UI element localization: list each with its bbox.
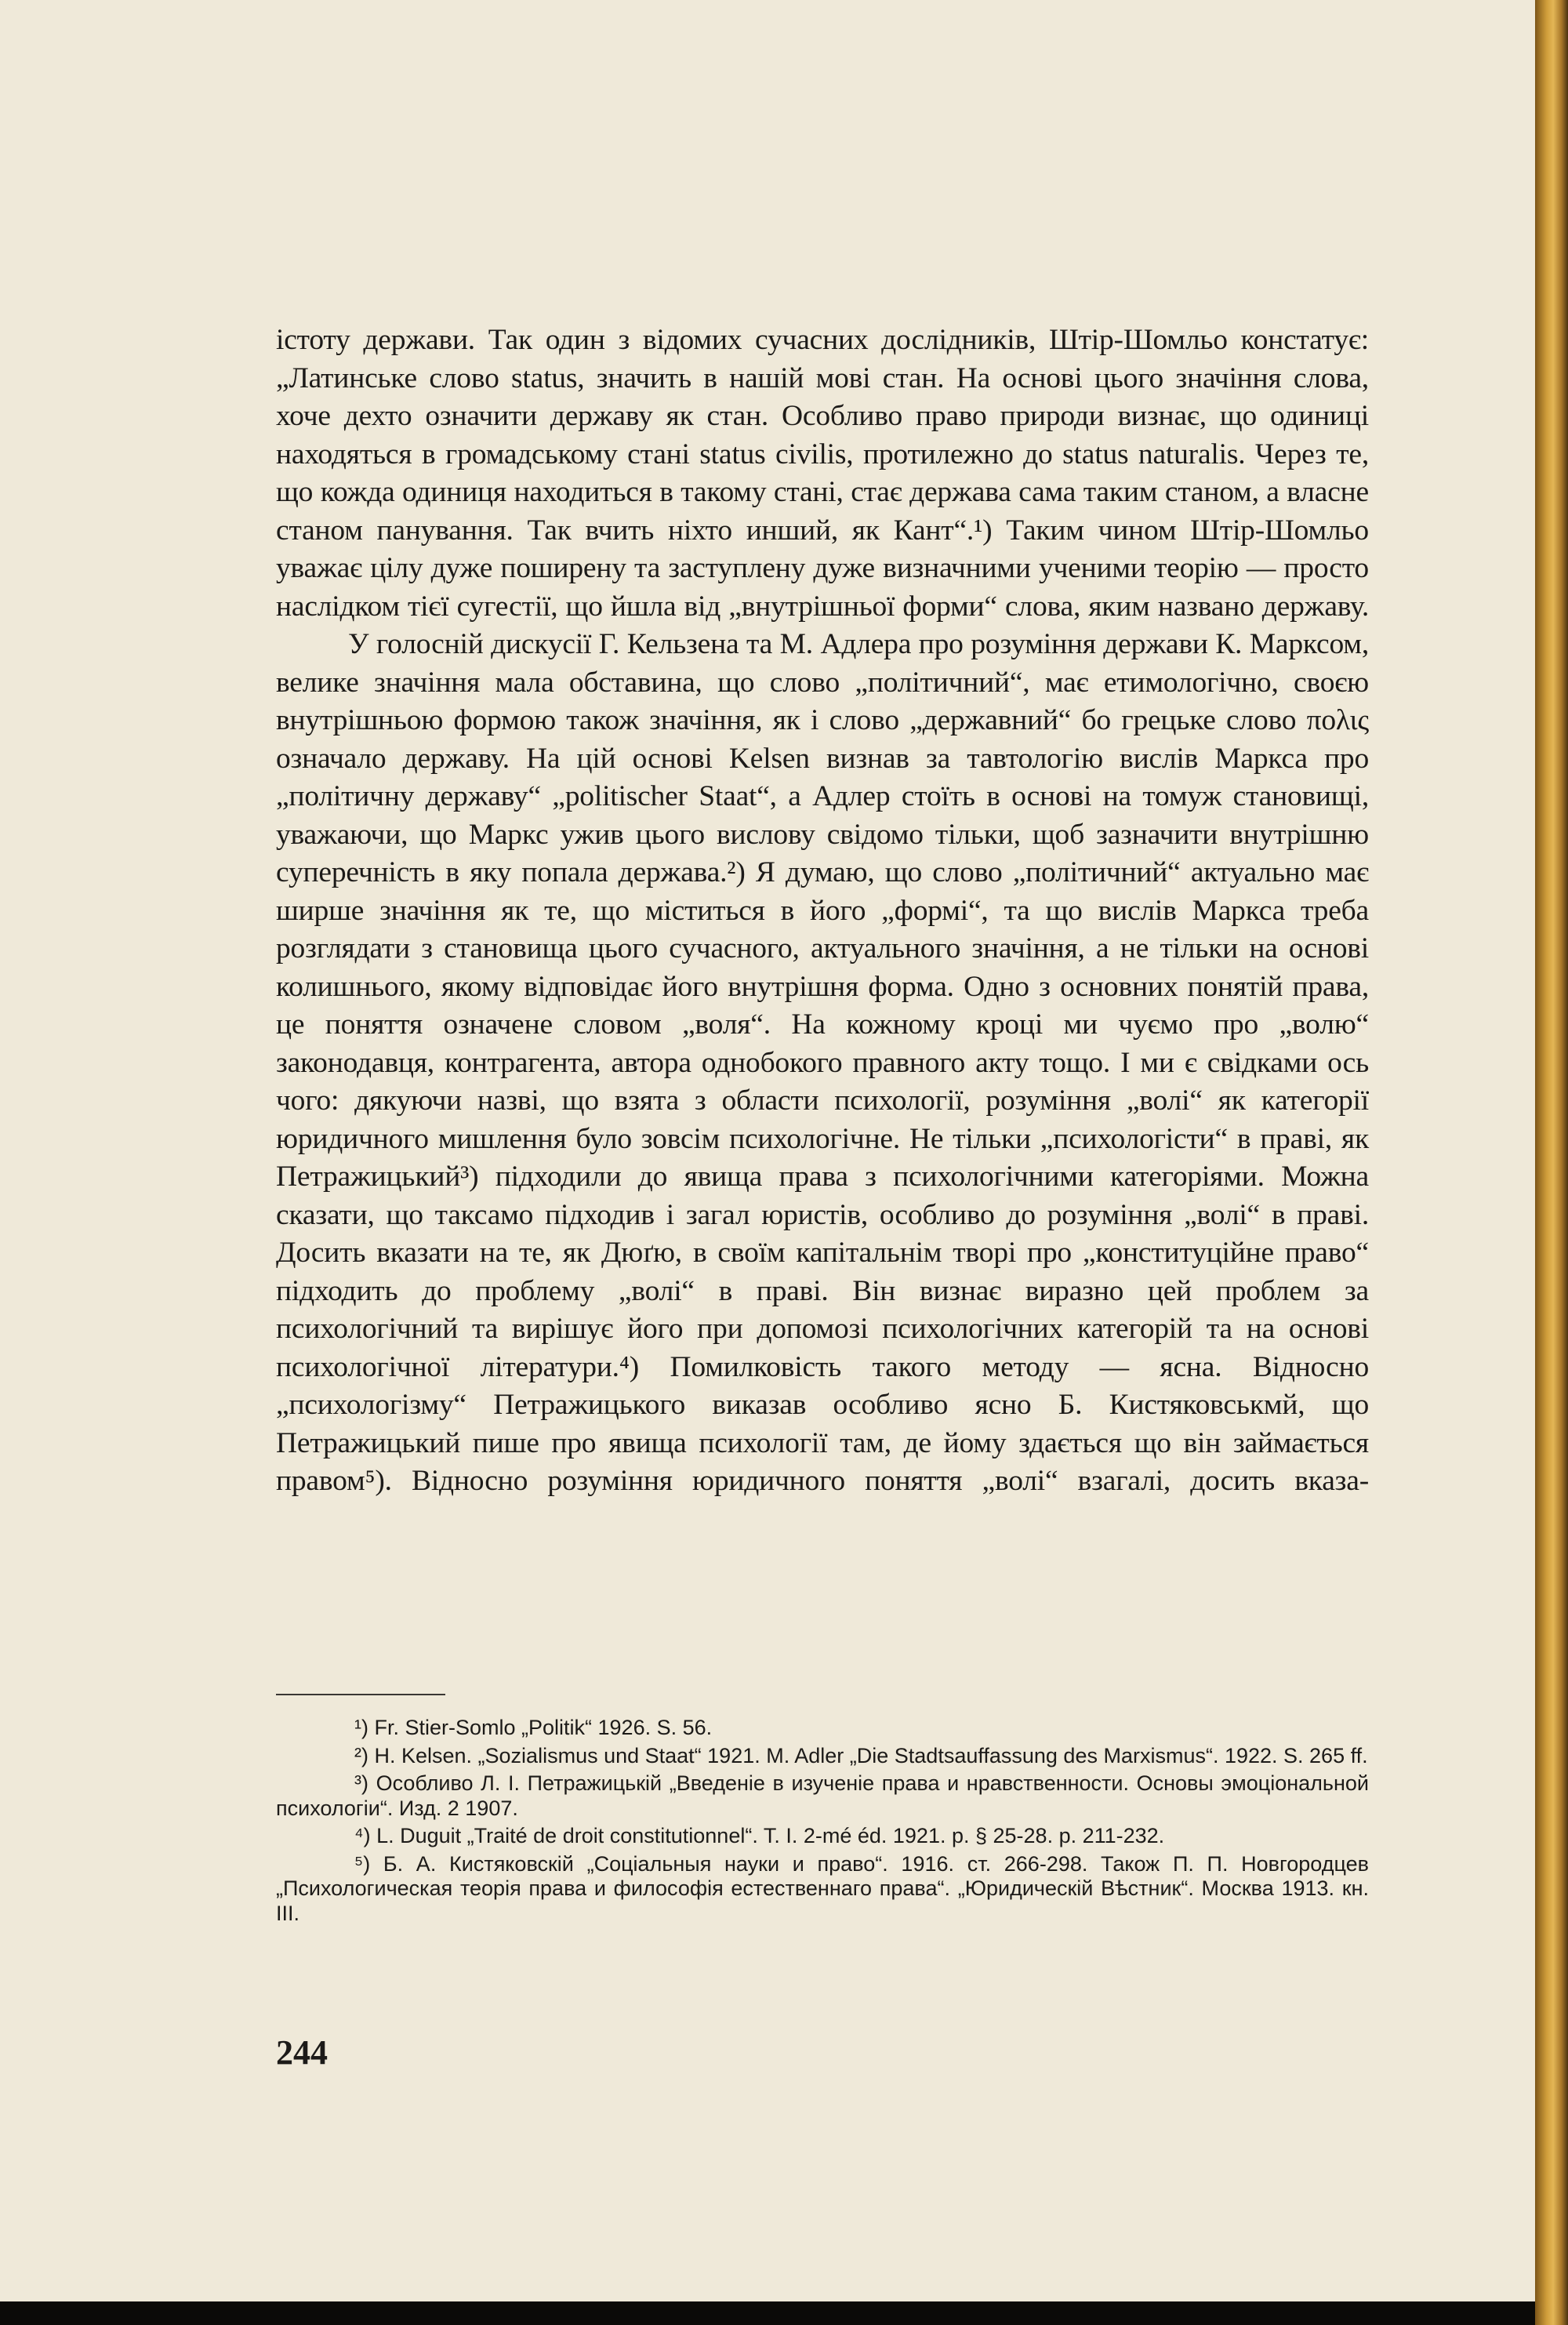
page-number: 244 (276, 2033, 328, 2072)
footnote-4: ⁴) L. Duguit „Traité de droit constitutionnel“. T. I. 2-mé éd. 1921. p. § 25-28. p. 211-232. (354, 1824, 1165, 1847)
book-spine-edge (1535, 0, 1568, 2325)
footnote-3: ³) Особливо Л. І. Петражицькій „Введеніе в изученіе права и нравственности. Основы эмоціональной психологіи“. Изд. 2 1907. (276, 1771, 1369, 1820)
footnote-5: ⁵) Б. А. Кистяковскій „Соціальныя науки и право“. 1916. ст. 266-298. Також П. П. Новгородцев „Психологическая теорія права и философія естественнаго права“. „Юридическій Вѣстник“. Москва 1913. кн. III. (276, 1851, 1369, 1925)
footnotes (276, 1716, 1369, 1929)
paragraph-2: У голосній дискусії Г. Кельзена та М. Адлера про розуміння держави К. Марксом, велике значіння мала обставина, що слово „політичний“, має етимологічно, своєю внутрішньою формою також значіння, як і слово „державний“ бо грецьке слово πολις означало державу. На цій основі Kelsen визнав за тавтологію вислів Маркса про „політичну державу“ „politischer Staat“, а Адлер стоїть в основі на томуж становищі, уважаючи, що Маркс ужив цього вислову свідомо тільки, щоб зазначити внутрішню суперечність в яку попала держава.²) Я думаю, що слово „політичний“ актуально має ширше значіння як те, що міститься в його „формі“, та що вислів Маркса треба розглядати з становища цього сучасного, актуального значіння, а не тільки на основі колишнього, якому відповідає його внутрішня форма. Одно з основних понятій права, це поняття означене словом „воля“. На кожному кроці ми чуємо про „волю“ законодавця, контрагента, автора однобокого правного акту тощо. І ми є свідками ось чого: дякуючи назві, що взята з области психології, розуміння „волі“ як категорії юридичного мишлення було зовсім психологічне. Не тільки „психологісти“ в праві, як Петражицький³) підходили до явища права з психологічними категоріями. Можна сказати, що таксамо підходив і загал юристів, особливо до розуміння „волі“ в праві. Досить вказати на те, як Дюґю, в своїм капітальнім творі про „конституційне право“ підходить до проблему „волі“ в праві. Він визнає виразно цей проблем за психологічний та вирішує його при допомозі психологічних категорій та на основі психологічної літератури.⁴) Помилковість такого методу — ясна. Відносно „психологізму“ Петражицького виказав особливо ясно Б. Кистяковськмй, що Петражицький пише про явища психології там, де йому здається що він займається правом⁵). Відносно розуміння юридичного поняття „волі“ взагалі, досить вказа- (276, 628, 1369, 1497)
footnote-1: ¹) Fr. Stier-Somlo „Politik“ 1926. S. 56. (354, 1716, 713, 1739)
scan-border (0, 2301, 1535, 2325)
footnote-separator (276, 1694, 445, 1695)
main-text (276, 322, 1369, 1501)
paragraph-1: істоту держави. Так один з відомих сучасних дослідників, Штір-Шомльо констатує: „Латинське слово status, значить в нашій мові стан. На основі цього значіння слова, хоче дехто означити державу як стан. Особливо право природи визнає, що одиниці находяться в громадському стані status civilis, протилежно до status naturalis. Через те, що кожда одиниця находиться в такому стані, стає держава сама таким станом, а власне станом панування. Так вчить ніхто инший, як Кант“.¹) Таким чином Штір-Шомльо уважає цілу дуже поширену та заступлену дуже визначними ученими теорію — просто наслідком тієї сугестії, що йшла від „внутрішньої форми“ слова, яким названо державу. (276, 324, 1369, 623)
footnote-2: ²) H. Kelsen. „Sozialismus und Staat“ 1921. M. Adler „Die Stadtsauffassung des Marxismus“. 1922. S. 265 ff. (354, 1743, 1368, 1767)
